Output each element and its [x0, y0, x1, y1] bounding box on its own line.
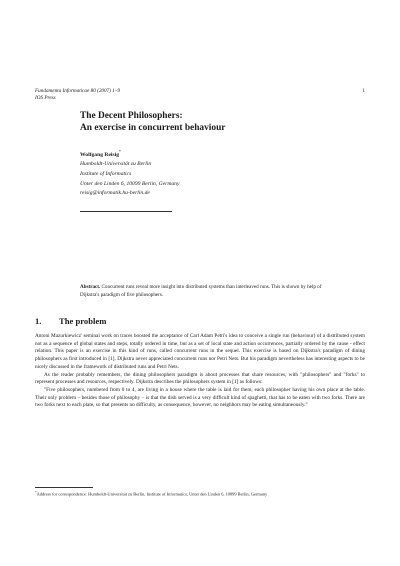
running-header — [35, 88, 365, 102]
paragraph-2: As the reader probably remembers, the dining philosophers paradigm is about processes that share resources, with "philosophers" and "forks" to represent processes and resources, respectively. Dijkstra describes the philosophers system in [1] as follows: — [35, 371, 365, 386]
author-block — [80, 148, 280, 199]
abstract — [80, 284, 340, 299]
footnote — [35, 489, 365, 498]
title-line-2: An exercise in concurrent behaviour — [80, 122, 226, 133]
section-number: 1. — [35, 316, 42, 326]
paper-title — [80, 111, 340, 134]
footnote-text: Address for correspondence: Humboldt-Universität zu Berlin, Institute of Informatics, Unter den Linden 6, 10099 Berlin, Germany — [36, 491, 268, 497]
footnote-rule — [35, 487, 93, 488]
page-number: 1 — [362, 88, 365, 94]
author-footnote-mark: * — [119, 150, 121, 154]
abstract-text: Concurrent runs reveal more insight into distributed systems than interleaved runs. This is shown by help of Dijkstra's paradigm of five philosophers. — [80, 284, 322, 298]
journal-citation: Fundamenta Informaticae 80 (2007) 1–9 — [35, 88, 121, 94]
author-email: reisig@informatik.hu-berlin.de — [80, 190, 150, 197]
abstract-label: Abstract. — [80, 284, 101, 290]
paragraph-1: Antoni Mazurkiewicz' seminal work on traces boosted the acceptance of Carl Adam Petri's idea to conceive a single run (behaviour) of a distributed system not as a sequence of global states and steps, totally ordered in time, but as a set of local state and action occurrences, partially ordered by the cause - effect relation. This paper is an exercise in this kind of runs, called concurrent runs in the sequel. This exercise is based on Dijkstra's paradigm of dining philosophers as first introduced in [1]. Dijkstra never appreciated concurrent runs nor Petri Nets. But his paradigm nevertheless has interesting aspects to be nicely discussed in the framework of distributed runs and Petri Nets. — [35, 333, 365, 370]
paragraph-3-quote: "Five philosophers, numbered from 0 to 4, are living in a house where the table is laid for them, each philosopher having his own place at the table. Their only problem – besides those of philosophy – is that the dish served is a very difficult kind of spaghetti, that has to be eaten with two forks. There are two forks next to each plate, so that presents no difficulty, as consequence, however, no neighbors may be eating simultaneously." — [35, 386, 365, 409]
body-text — [35, 333, 365, 410]
affiliation-institute: Institute of Informatics — [80, 171, 132, 178]
author-rule — [80, 211, 172, 212]
affiliation-address: Unter den Linden 6, 10099 Berlin, Germany — [80, 180, 180, 187]
section-title: The problem — [59, 316, 107, 326]
title-line-1: The Decent Philosophers: — [80, 111, 183, 121]
section-heading — [35, 316, 106, 326]
footnote-mark: * — [35, 490, 37, 494]
affiliation-university: Humboldt-Universität zu Berlin — [80, 161, 152, 168]
publisher: IOS Press — [35, 95, 56, 101]
author-name: Wolfgang Reisig* — [80, 150, 121, 158]
